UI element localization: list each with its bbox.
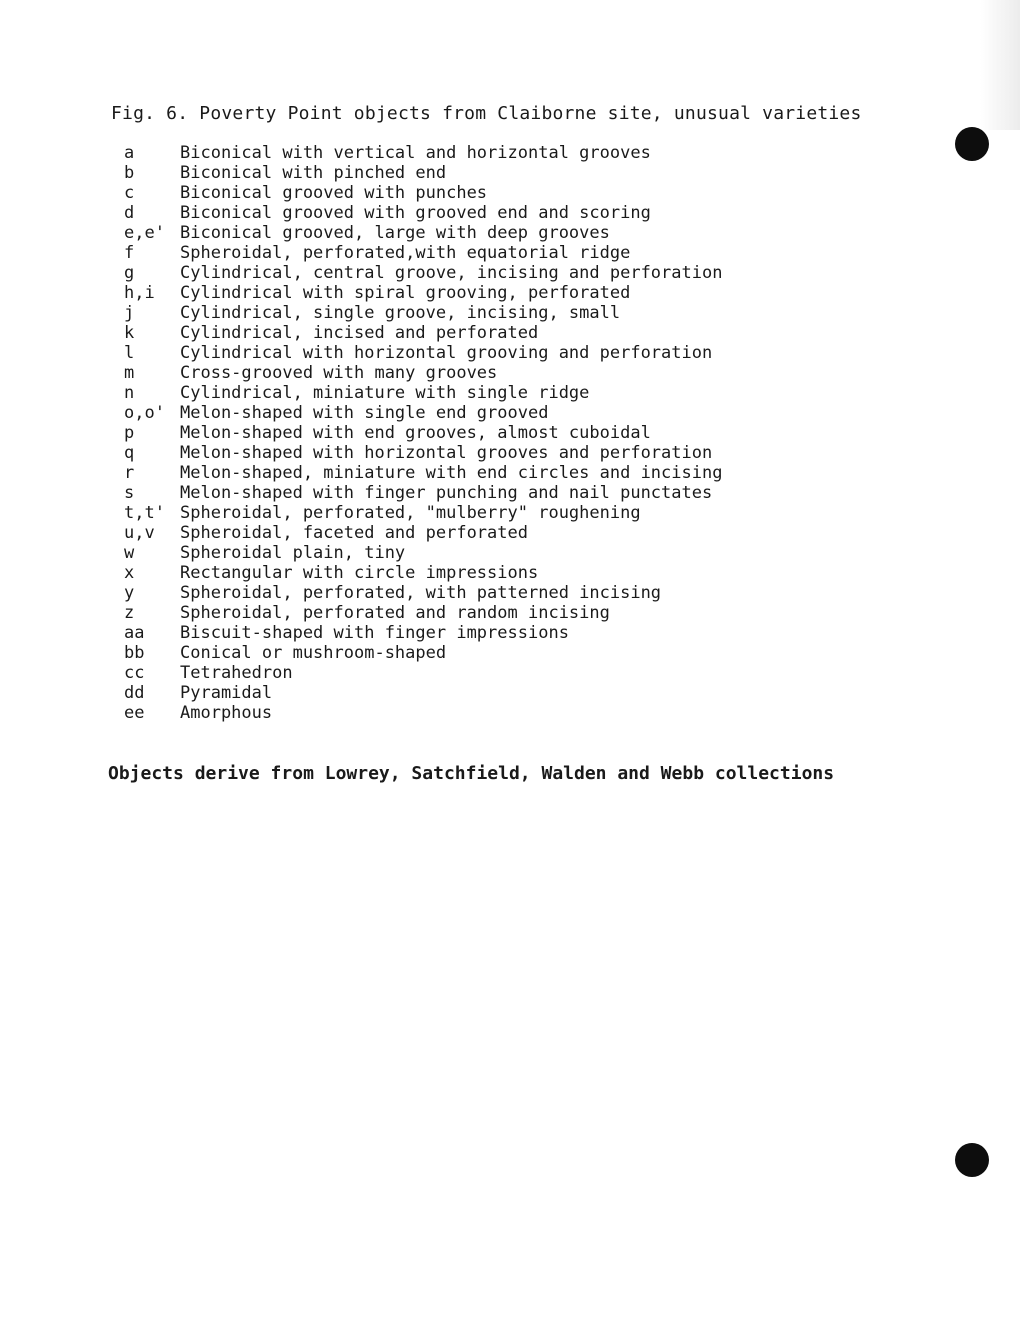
item-key: dd bbox=[124, 683, 145, 703]
item-key: n bbox=[124, 383, 135, 403]
list-item bbox=[124, 423, 722, 443]
item-key: h,i bbox=[124, 283, 155, 303]
item-key: u,v bbox=[124, 523, 155, 543]
list-item bbox=[124, 263, 722, 283]
punch-hole-top bbox=[955, 127, 989, 161]
item-description: Cylindrical, incised and perforated bbox=[180, 323, 539, 343]
item-key: e,e' bbox=[124, 223, 165, 243]
figure-title: Fig. 6. Poverty Point objects from Claiborne site, unusual varieties bbox=[111, 103, 862, 124]
scan-edge-shadow bbox=[980, 0, 1020, 130]
item-description: Rectangular with circle impressions bbox=[180, 563, 539, 583]
list-item bbox=[124, 623, 722, 643]
item-description: Cylindrical with spiral grooving, perforated bbox=[180, 283, 631, 303]
item-key: j bbox=[124, 303, 135, 323]
item-description: Spheroidal, perforated, with patterned incising bbox=[180, 583, 662, 603]
item-key: q bbox=[124, 443, 135, 463]
list-item bbox=[124, 483, 722, 503]
item-key: r bbox=[124, 463, 135, 483]
item-key: m bbox=[124, 363, 135, 383]
item-description: Biscuit-shaped with finger impressions bbox=[180, 623, 569, 643]
item-description: Cylindrical, single groove, incising, small bbox=[180, 303, 621, 323]
list-item bbox=[124, 443, 722, 463]
item-description: Cylindrical, miniature with single ridge bbox=[180, 383, 590, 403]
item-description: Biconical with vertical and horizontal grooves bbox=[180, 143, 651, 163]
list-item bbox=[124, 143, 722, 163]
list-item bbox=[124, 383, 722, 403]
item-description: Melon-shaped with single end grooved bbox=[180, 403, 549, 423]
list-item bbox=[124, 463, 722, 483]
item-description: Amorphous bbox=[180, 703, 273, 723]
list-item bbox=[124, 643, 722, 663]
item-description: Spheroidal, faceted and perforated bbox=[180, 523, 528, 543]
item-description: Biconical grooved with punches bbox=[180, 183, 488, 203]
list-item bbox=[124, 403, 722, 423]
item-key: l bbox=[124, 343, 135, 363]
item-key: w bbox=[124, 543, 135, 563]
item-key: t,t' bbox=[124, 503, 165, 523]
list-item bbox=[124, 603, 722, 623]
item-key: c bbox=[124, 183, 135, 203]
item-description: Spheroidal, perforated,with equatorial ridge bbox=[180, 243, 631, 263]
item-key: p bbox=[124, 423, 135, 443]
item-key: g bbox=[124, 263, 135, 283]
item-description: Melon-shaped, miniature with end circles and incising bbox=[180, 463, 723, 483]
punch-hole-bottom bbox=[955, 1143, 989, 1177]
list-item bbox=[124, 163, 722, 183]
item-description: Spheroidal plain, tiny bbox=[180, 543, 406, 563]
item-description: Biconical with pinched end bbox=[180, 163, 447, 183]
item-key: k bbox=[124, 323, 135, 343]
list-item bbox=[124, 283, 722, 303]
item-description: Cylindrical, central groove, incising and perforation bbox=[180, 263, 723, 283]
item-description: Melon-shaped with end grooves, almost cuboidal bbox=[180, 423, 651, 443]
list-item bbox=[124, 503, 722, 523]
item-description: Tetrahedron bbox=[180, 663, 293, 683]
item-description: Melon-shaped with finger punching and nail punctates bbox=[180, 483, 713, 503]
item-key: s bbox=[124, 483, 135, 503]
item-key: d bbox=[124, 203, 135, 223]
item-description: Cylindrical with horizontal grooving and perforation bbox=[180, 343, 713, 363]
list-item bbox=[124, 663, 722, 683]
item-description: Biconical grooved with grooved end and scoring bbox=[180, 203, 651, 223]
item-key: aa bbox=[124, 623, 145, 643]
list-item bbox=[124, 703, 722, 723]
list-item bbox=[124, 563, 722, 583]
list-item bbox=[124, 203, 722, 223]
item-key: o,o' bbox=[124, 403, 165, 423]
list-item bbox=[124, 323, 722, 343]
item-description: Biconical grooved, large with deep grooves bbox=[180, 223, 610, 243]
collections-note: Objects derive from Lowrey, Satchfield, Walden and Webb collections bbox=[108, 763, 835, 784]
list-item bbox=[124, 183, 722, 203]
item-key: f bbox=[124, 243, 135, 263]
item-key: ee bbox=[124, 703, 145, 723]
list-item bbox=[124, 243, 722, 263]
item-description: Spheroidal, perforated and random incising bbox=[180, 603, 610, 623]
item-description: Pyramidal bbox=[180, 683, 273, 703]
item-key: cc bbox=[124, 663, 145, 683]
item-description: Conical or mushroom-shaped bbox=[180, 643, 447, 663]
item-key: y bbox=[124, 583, 135, 603]
list-item bbox=[124, 583, 722, 603]
item-key: x bbox=[124, 563, 135, 583]
item-key: bb bbox=[124, 643, 145, 663]
list-item bbox=[124, 543, 722, 563]
list-item bbox=[124, 523, 722, 543]
list-item bbox=[124, 223, 722, 243]
item-description: Spheroidal, perforated, "mulberry" roughening bbox=[180, 503, 641, 523]
list-item bbox=[124, 343, 722, 363]
list-item bbox=[124, 683, 722, 703]
item-key: a bbox=[124, 143, 135, 163]
list-item bbox=[124, 303, 722, 323]
variety-list bbox=[124, 143, 722, 723]
item-key: b bbox=[124, 163, 135, 183]
item-description: Cross-grooved with many grooves bbox=[180, 363, 498, 383]
list-item bbox=[124, 363, 722, 383]
item-key: z bbox=[124, 603, 135, 623]
item-description: Melon-shaped with horizontal grooves and perforation bbox=[180, 443, 713, 463]
